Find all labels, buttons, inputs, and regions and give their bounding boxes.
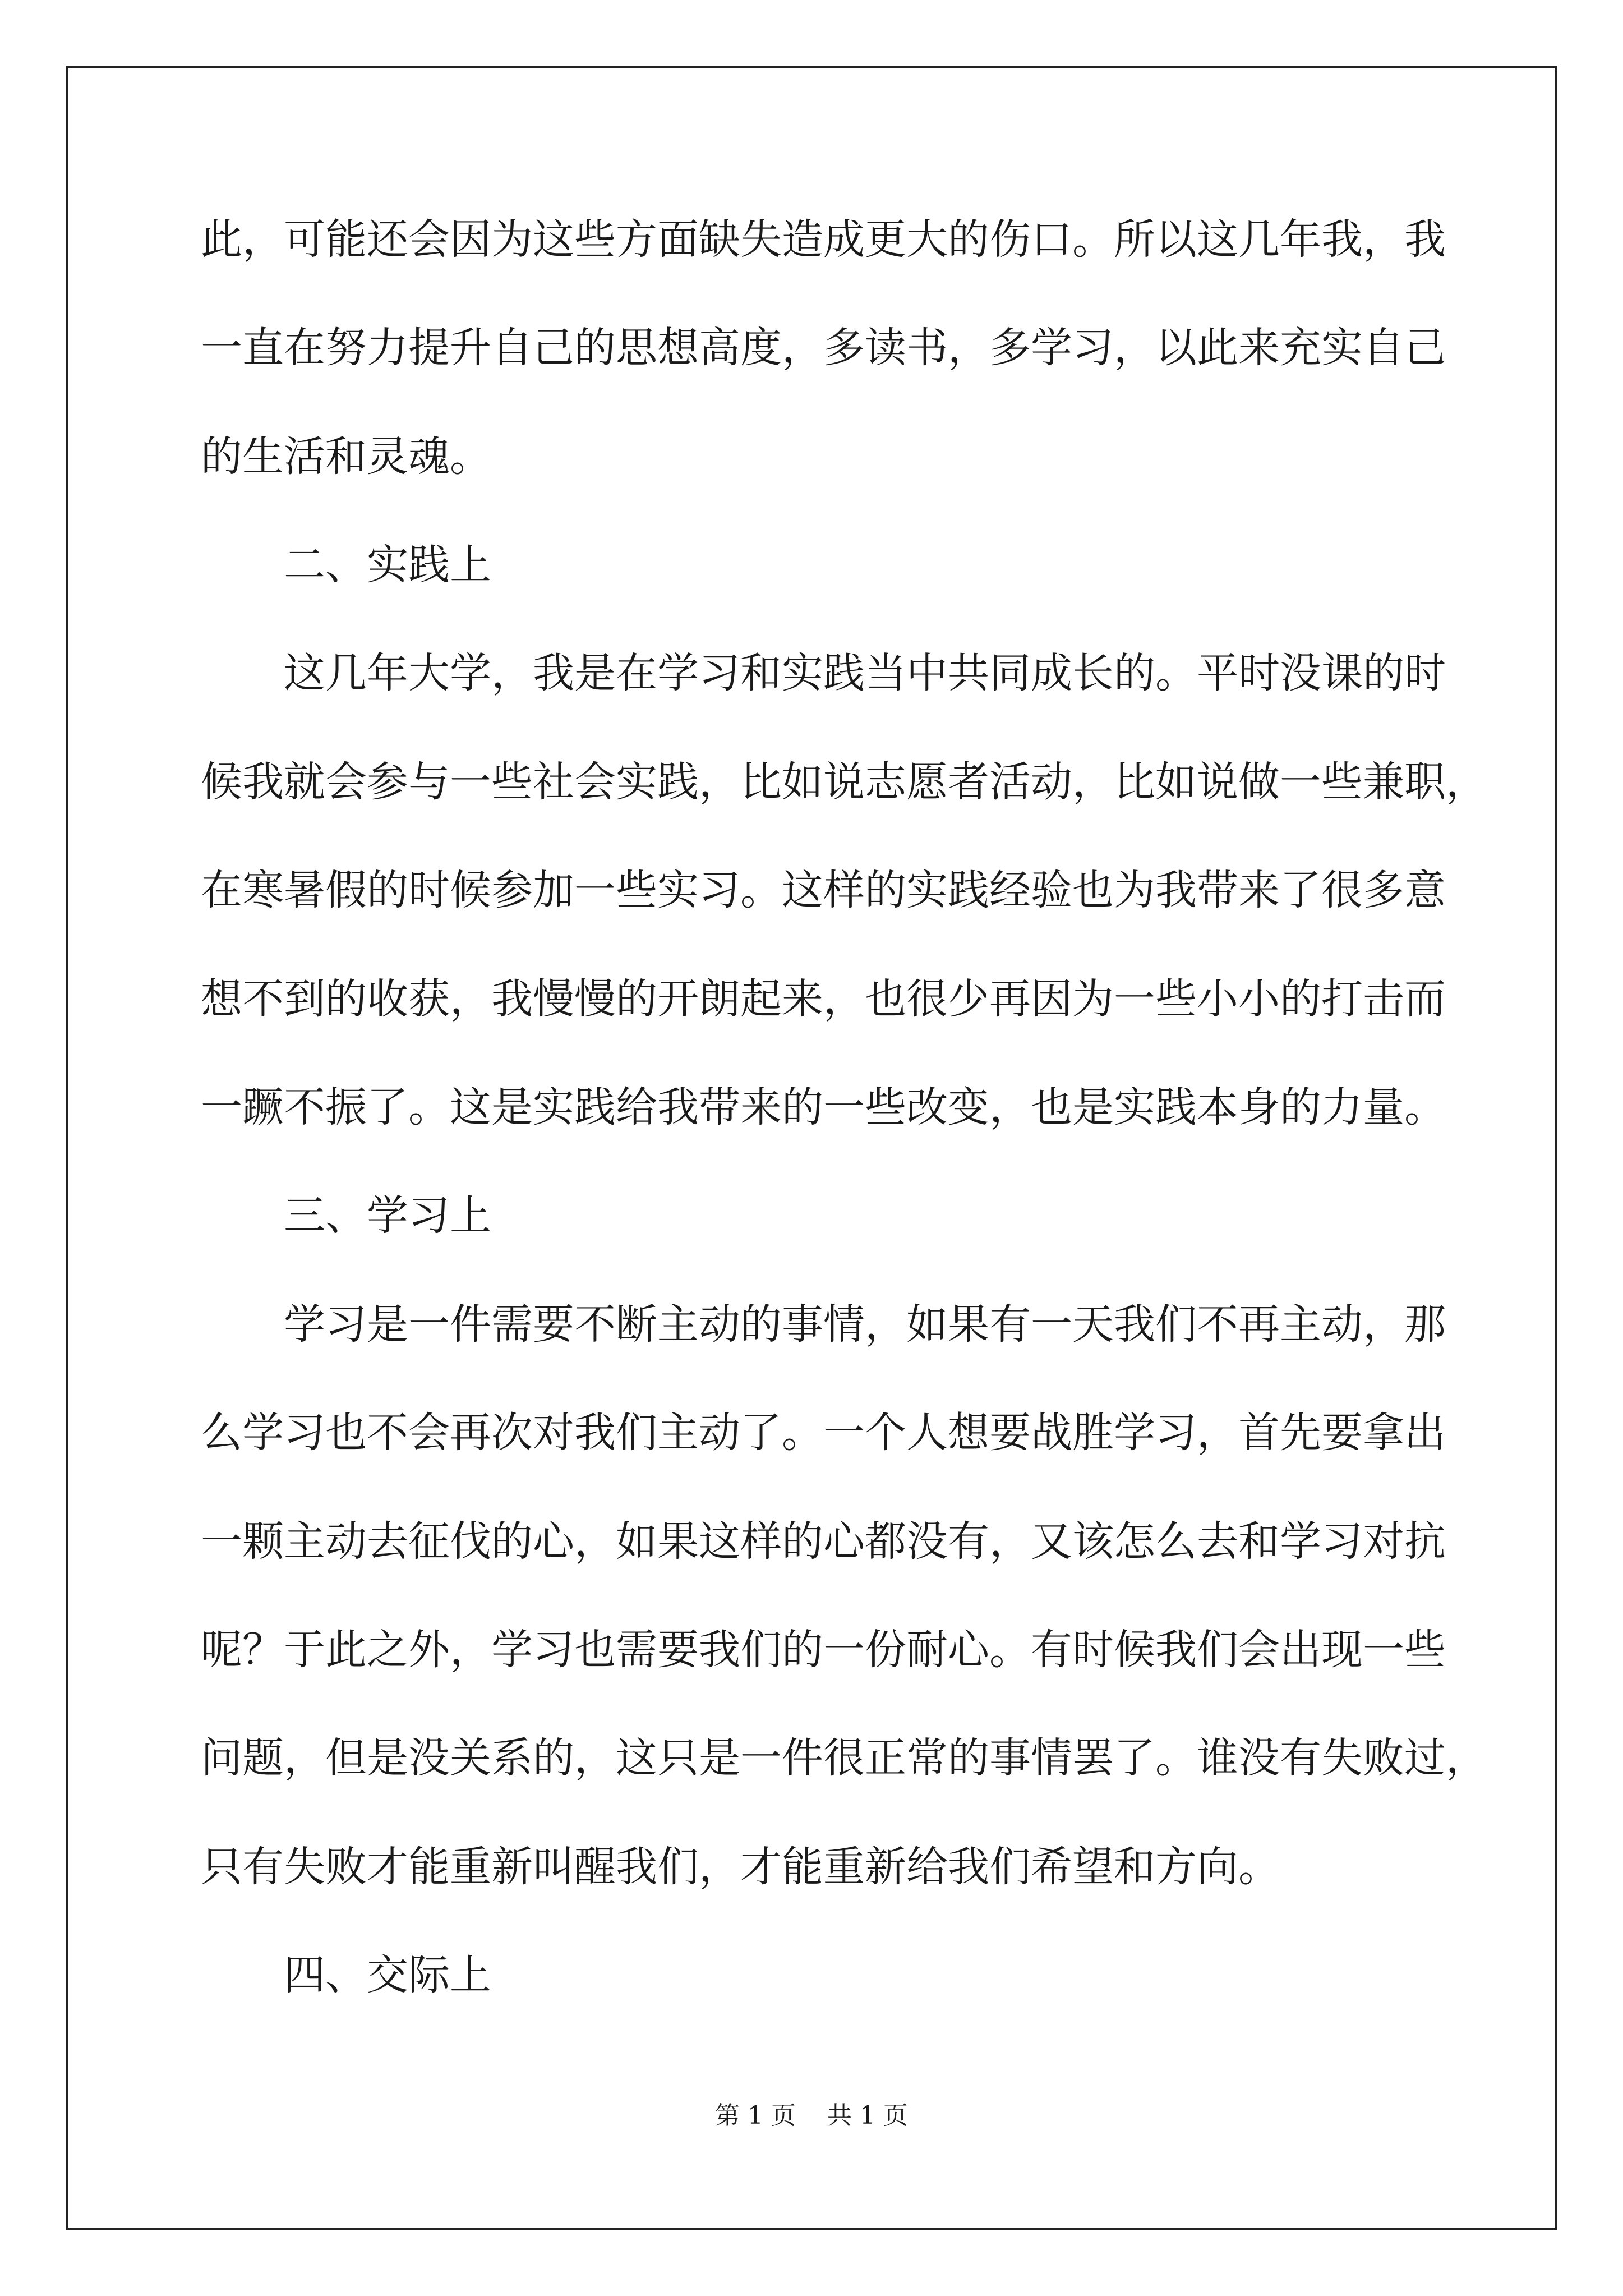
page-border — [66, 66, 1557, 2230]
text-line: 一蹶不振了。这是实践给我带来的一些改变，也是实践本身的力量。 — [201, 1083, 1446, 1131]
text-line: 问题，但是没关系的，这只是一件很正常的事情罢了。谁没有失败过， — [201, 1734, 1487, 1782]
text-line: 呢？于此之外，学习也需要我们的一份耐心。有时候我们会出现一些 — [201, 1626, 1446, 1674]
text-line: 学习是一件需要不断主动的事情，如果有一天我们不再主动，那 — [284, 1300, 1446, 1349]
text-line: 只有失败才能重新叫醒我们，才能重新给我们希望和方向。 — [201, 1843, 1280, 1891]
section-heading: 三、学习上 — [284, 1191, 491, 1240]
page-number: 第 1 页 共 1 页 — [715, 2101, 908, 2130]
text-line: 一颗主动去征伐的心，如果这样的心都没有，又该怎么去和学习对抗 — [201, 1517, 1446, 1566]
section-heading: 四、交际上 — [284, 1951, 491, 1999]
text-line: 想不到的收获，我慢慢的开朗起来，也很少再因为一些小小的打击而 — [201, 975, 1446, 1023]
text-line: 么学习也不会再次对我们主动了。一个人想要战胜学习，首先要拿出 — [201, 1409, 1446, 1457]
text-line: 一直在努力提升自己的思想高度，多读书，多学习，以此来充实自己 — [201, 324, 1446, 372]
text-line: 此，可能还会因为这些方面缺失造成更大的伤口。所以这几年我，我 — [201, 215, 1446, 264]
text-line: 候我就会参与一些社会实践，比如说志愿者活动，比如说做一些兼职， — [201, 758, 1487, 806]
section-heading: 二、实践上 — [284, 541, 491, 589]
text-line: 这几年大学，我是在学习和实践当中共同成长的。平时没课的时 — [284, 649, 1446, 697]
text-line: 在寒暑假的时候参加一些实习。这样的实践经验也为我带来了很多意 — [201, 866, 1446, 914]
text-line: 的生活和灵魂。 — [201, 432, 491, 481]
